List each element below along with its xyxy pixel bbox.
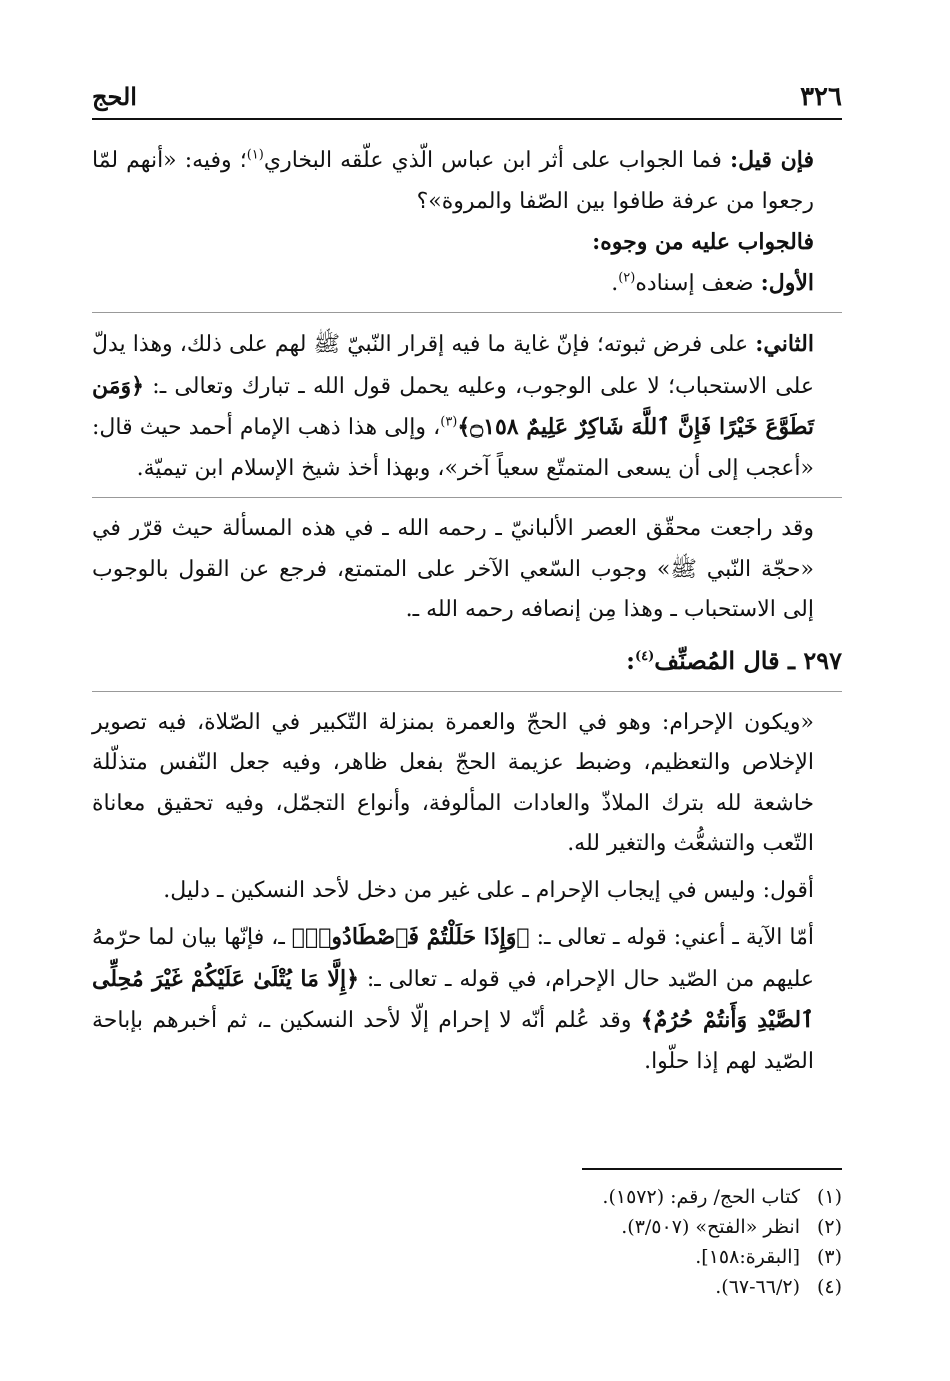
question-text-1: فما الجواب على أثر ابن عباس الّذي علّقه البخاري <box>263 148 730 173</box>
footnote-item <box>92 1182 842 1212</box>
paragraph-first <box>92 263 842 305</box>
paragraph-question <box>92 140 842 222</box>
footnote-text: [البقرة:١٥٨]. <box>695 1246 800 1268</box>
question-label: فإن قيل: <box>729 147 814 173</box>
answer-heading: فالجواب عليه من وجوه: <box>592 229 814 255</box>
first-label: الأول: <box>760 269 814 296</box>
footnote-number: (٢) <box>816 1216 842 1238</box>
footnote-ref-4: (٤) <box>634 648 655 664</box>
ayah-text-2: ـ، فإنّها بيان لما حرّمهُ عليهم من الصّيد حال الإحرام، في قوله ـ تعالى ـ: <box>92 925 814 992</box>
footnotes <box>92 1182 842 1302</box>
footnote-number: (٤) <box>816 1276 842 1298</box>
running-header <box>92 78 842 120</box>
paragraph-second <box>92 324 842 489</box>
footnote-text: انظر «الفتح» (٣/٥٠٧). <box>621 1216 800 1238</box>
paragraph-quote: «ويكون الإحرام: وهو في الحجّ والعمرة بمنزلة التّكبير في الصّلاة، فيه تصوير الإخلاص والتعظيم، وضبط عزيمة الحجّ بفعل ظاهر، وفيه جعل النّفس متذلّلة خاشعة لله بترك الملاذّ والعادات المألوفة، وأنواع التجمّل، وفيه تحقيق معاناة التّعب والتشعُّث والتغير لله. <box>92 709 814 856</box>
footnote-item <box>92 1212 842 1242</box>
quran-verse-3: ﴿إِلَّا مَا يُتْلَىٰ عَلَيْكُمْ غَيْرَ مُحِلِّى ٱلصَّيْدِ وَأَنتُمْ حُرُمٌ﴾ <box>92 965 814 1033</box>
footnote-ref-3: (٣) <box>440 414 458 430</box>
question-text-2: ؛ وفيه: «أنهم لمّا رجعوا من عرفة طافوا بين الصّفا والمروة»؟ <box>92 148 814 214</box>
footnote-text: كتاب الحج/ رقم: (١٥٧٢). <box>602 1186 800 1208</box>
footnote-number: (١) <box>816 1186 842 1208</box>
ayah-text-1: أمّا الآية ـ أعني: قوله ـ تعالى ـ: <box>529 925 815 950</box>
footnote-divider <box>582 1168 842 1170</box>
footnote-item <box>92 1242 842 1272</box>
footnote-ref-2: (٢) <box>618 270 636 286</box>
separator-line <box>92 497 842 499</box>
ayah-text-3: وقد عُلم أنّه لا إحرام إلّا لأحد النسكين ـ، ثم أخبرهم بإباحة الصّيد لهم إذا حلّوا. <box>92 1008 814 1074</box>
footnote-item <box>92 1272 842 1302</box>
chapter-title: الحج <box>92 82 137 111</box>
page-number: ٣٢٦ <box>800 82 842 112</box>
paragraph-ayah <box>92 917 842 1082</box>
separator-line <box>92 691 842 693</box>
quran-verse-2: ﴿وَإِذَا حَلَلْتُمْ فَٱصْطَادُوا۟﴾ <box>291 924 530 950</box>
first-end: . <box>611 270 619 296</box>
footnote-ref-1: (١) <box>246 147 264 163</box>
section-end: : <box>626 645 635 675</box>
footnote-text: (٦٦/٢-٦٧). <box>715 1276 800 1298</box>
section-title: ٢٩٧ ـ قال المُصنِّف <box>654 645 842 675</box>
quran-verse-1: ﴿وَمَن تَطَوَّعَ خَيْرًا فَإِنَّ ٱللَّهَ شَاكِرٌ عَلِيمٌ ۝١٥٨﴾ <box>92 372 815 440</box>
second-text-2: ، وإلى هذا ذهب الإمام أحمد حيث قال: «أعجب إلى أن يسعى المتمتّع سعياً آخر»، وبهذا أخذ شيخ الإسلام ابن تيميّة. <box>92 415 814 481</box>
main-text <box>92 140 842 1082</box>
paragraph-review: وقد راجعت محقّق العصر الألبانيّ ـ رحمه الله ـ في هذه المسألة حيث قرّر في «حجّة النّبي ﷺ» وجوب السّعي الآخر على المتمتع، فرجع عن القول بالوجوب إلى الاستحباب ـ وهذا مِن إنصافه رحمه الله ـ. <box>92 516 814 622</box>
first-text: ضعف إسناده <box>635 270 761 296</box>
second-text-1: على فرض ثبوته؛ فإنّ غاية ما فيه إقرار النّبيّ ﷺ لهم على ذلك، وهذا يدلّ على الاستحباب؛ لا على الوجوب، وعليه يحمل قول الله ـ تبارك وتعالى ـ: <box>92 332 814 399</box>
second-label: الثاني: <box>755 331 814 357</box>
footnote-number: (٣) <box>816 1246 842 1268</box>
section-heading <box>92 639 842 683</box>
separator-line <box>92 312 842 314</box>
paragraph-aqul: أقول: وليس في إيجاب الإحرام ـ على غير من دخل لأحد النسكين ـ دليل. <box>163 877 814 903</box>
